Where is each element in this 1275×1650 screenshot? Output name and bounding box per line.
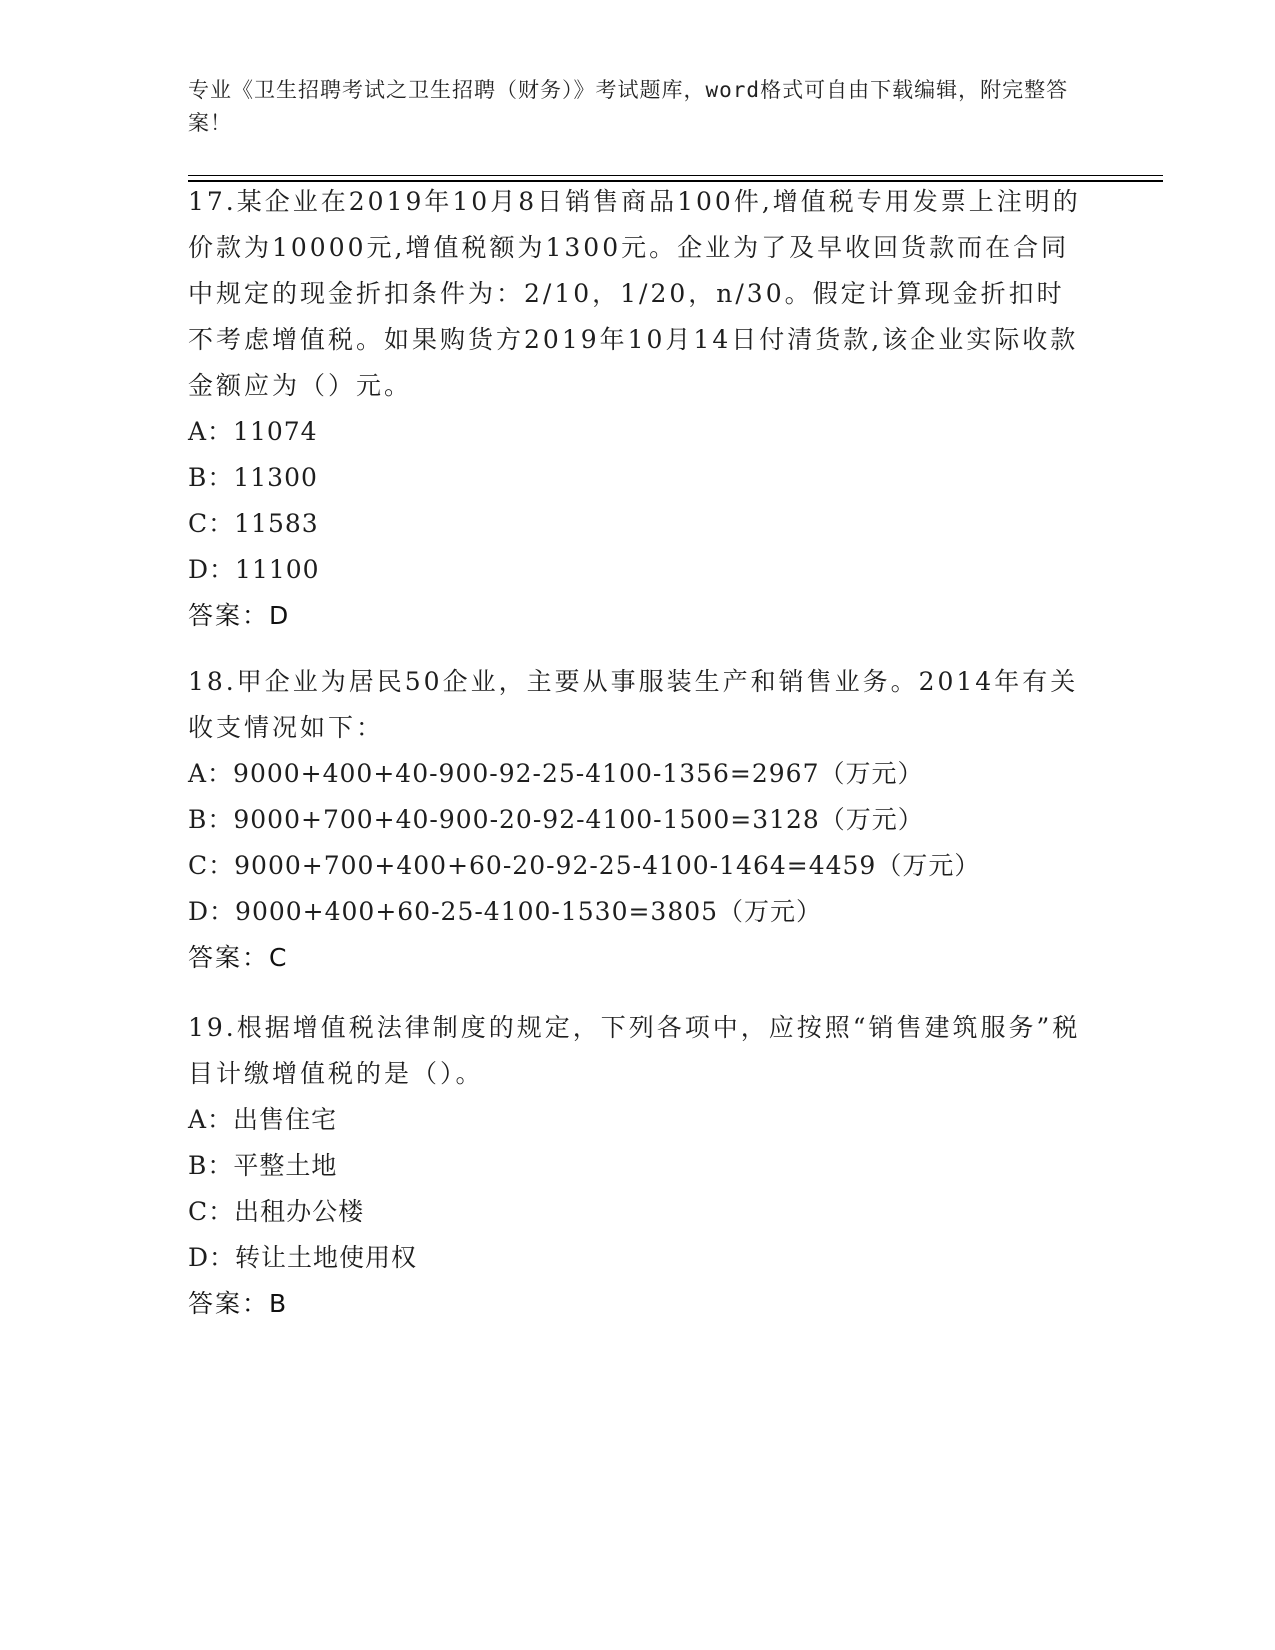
option-c: C：9000+700+400+60-20-92-25-4100-1464=4459（万元） <box>188 851 981 880</box>
option-b: B：9000+700+40-900-20-92-4100-1500=3128（万元） <box>188 805 924 834</box>
option-a: A：出售住宅 <box>188 1105 338 1134</box>
option-a: A：11074 <box>188 417 318 446</box>
header-divider-thin <box>188 175 1163 176</box>
question-18 <box>188 659 1088 981</box>
option-b: B：11300 <box>188 463 318 492</box>
option-d: D：11100 <box>188 555 320 584</box>
question-text: 19.根据增值税法律制度的规定，下列各项中，应按照“销售建筑服务”税目计缴增值税的是（）。 <box>188 1013 1081 1088</box>
document-header: 专业《卫生招聘考试之卫生招聘（财务）》考试题库，word格式可自由下载编辑，附完整答案！ <box>188 78 1069 135</box>
answer: 答案：B <box>188 1289 289 1318</box>
answer: 答案：C <box>188 943 289 972</box>
question-text: 17.某企业在2019年10月8日销售商品100件,增值税专用发票上注明的价款为10000元,增值税额为1300元。企业为了及早收回货款而在合同中规定的现金折扣条件为：2/10，1/20，n/30。假定计算现金折扣时不考虑增值税。如果购货方2019年10月14日付清货款,该企业实际收款金额应为（）元。 <box>188 187 1081 400</box>
question-19 <box>188 1005 1088 1327</box>
question-text: 18.甲企业为居民50企业，主要从事服装生产和销售业务。2014年有关收支情况如下： <box>188 667 1079 742</box>
option-d: D：转让土地使用权 <box>188 1243 418 1272</box>
question-17 <box>188 179 1088 639</box>
answer: 答案：D <box>188 601 291 630</box>
option-c: C：出租办公楼 <box>188 1197 365 1226</box>
option-c: C：11583 <box>188 509 319 538</box>
option-b: B：平整土地 <box>188 1151 338 1180</box>
option-a: A：9000+400+40-900-92-25-4100-1356=2967（万元） <box>188 759 924 788</box>
option-d: D：9000+400+60-25-4100-1530=3805（万元） <box>188 897 823 926</box>
